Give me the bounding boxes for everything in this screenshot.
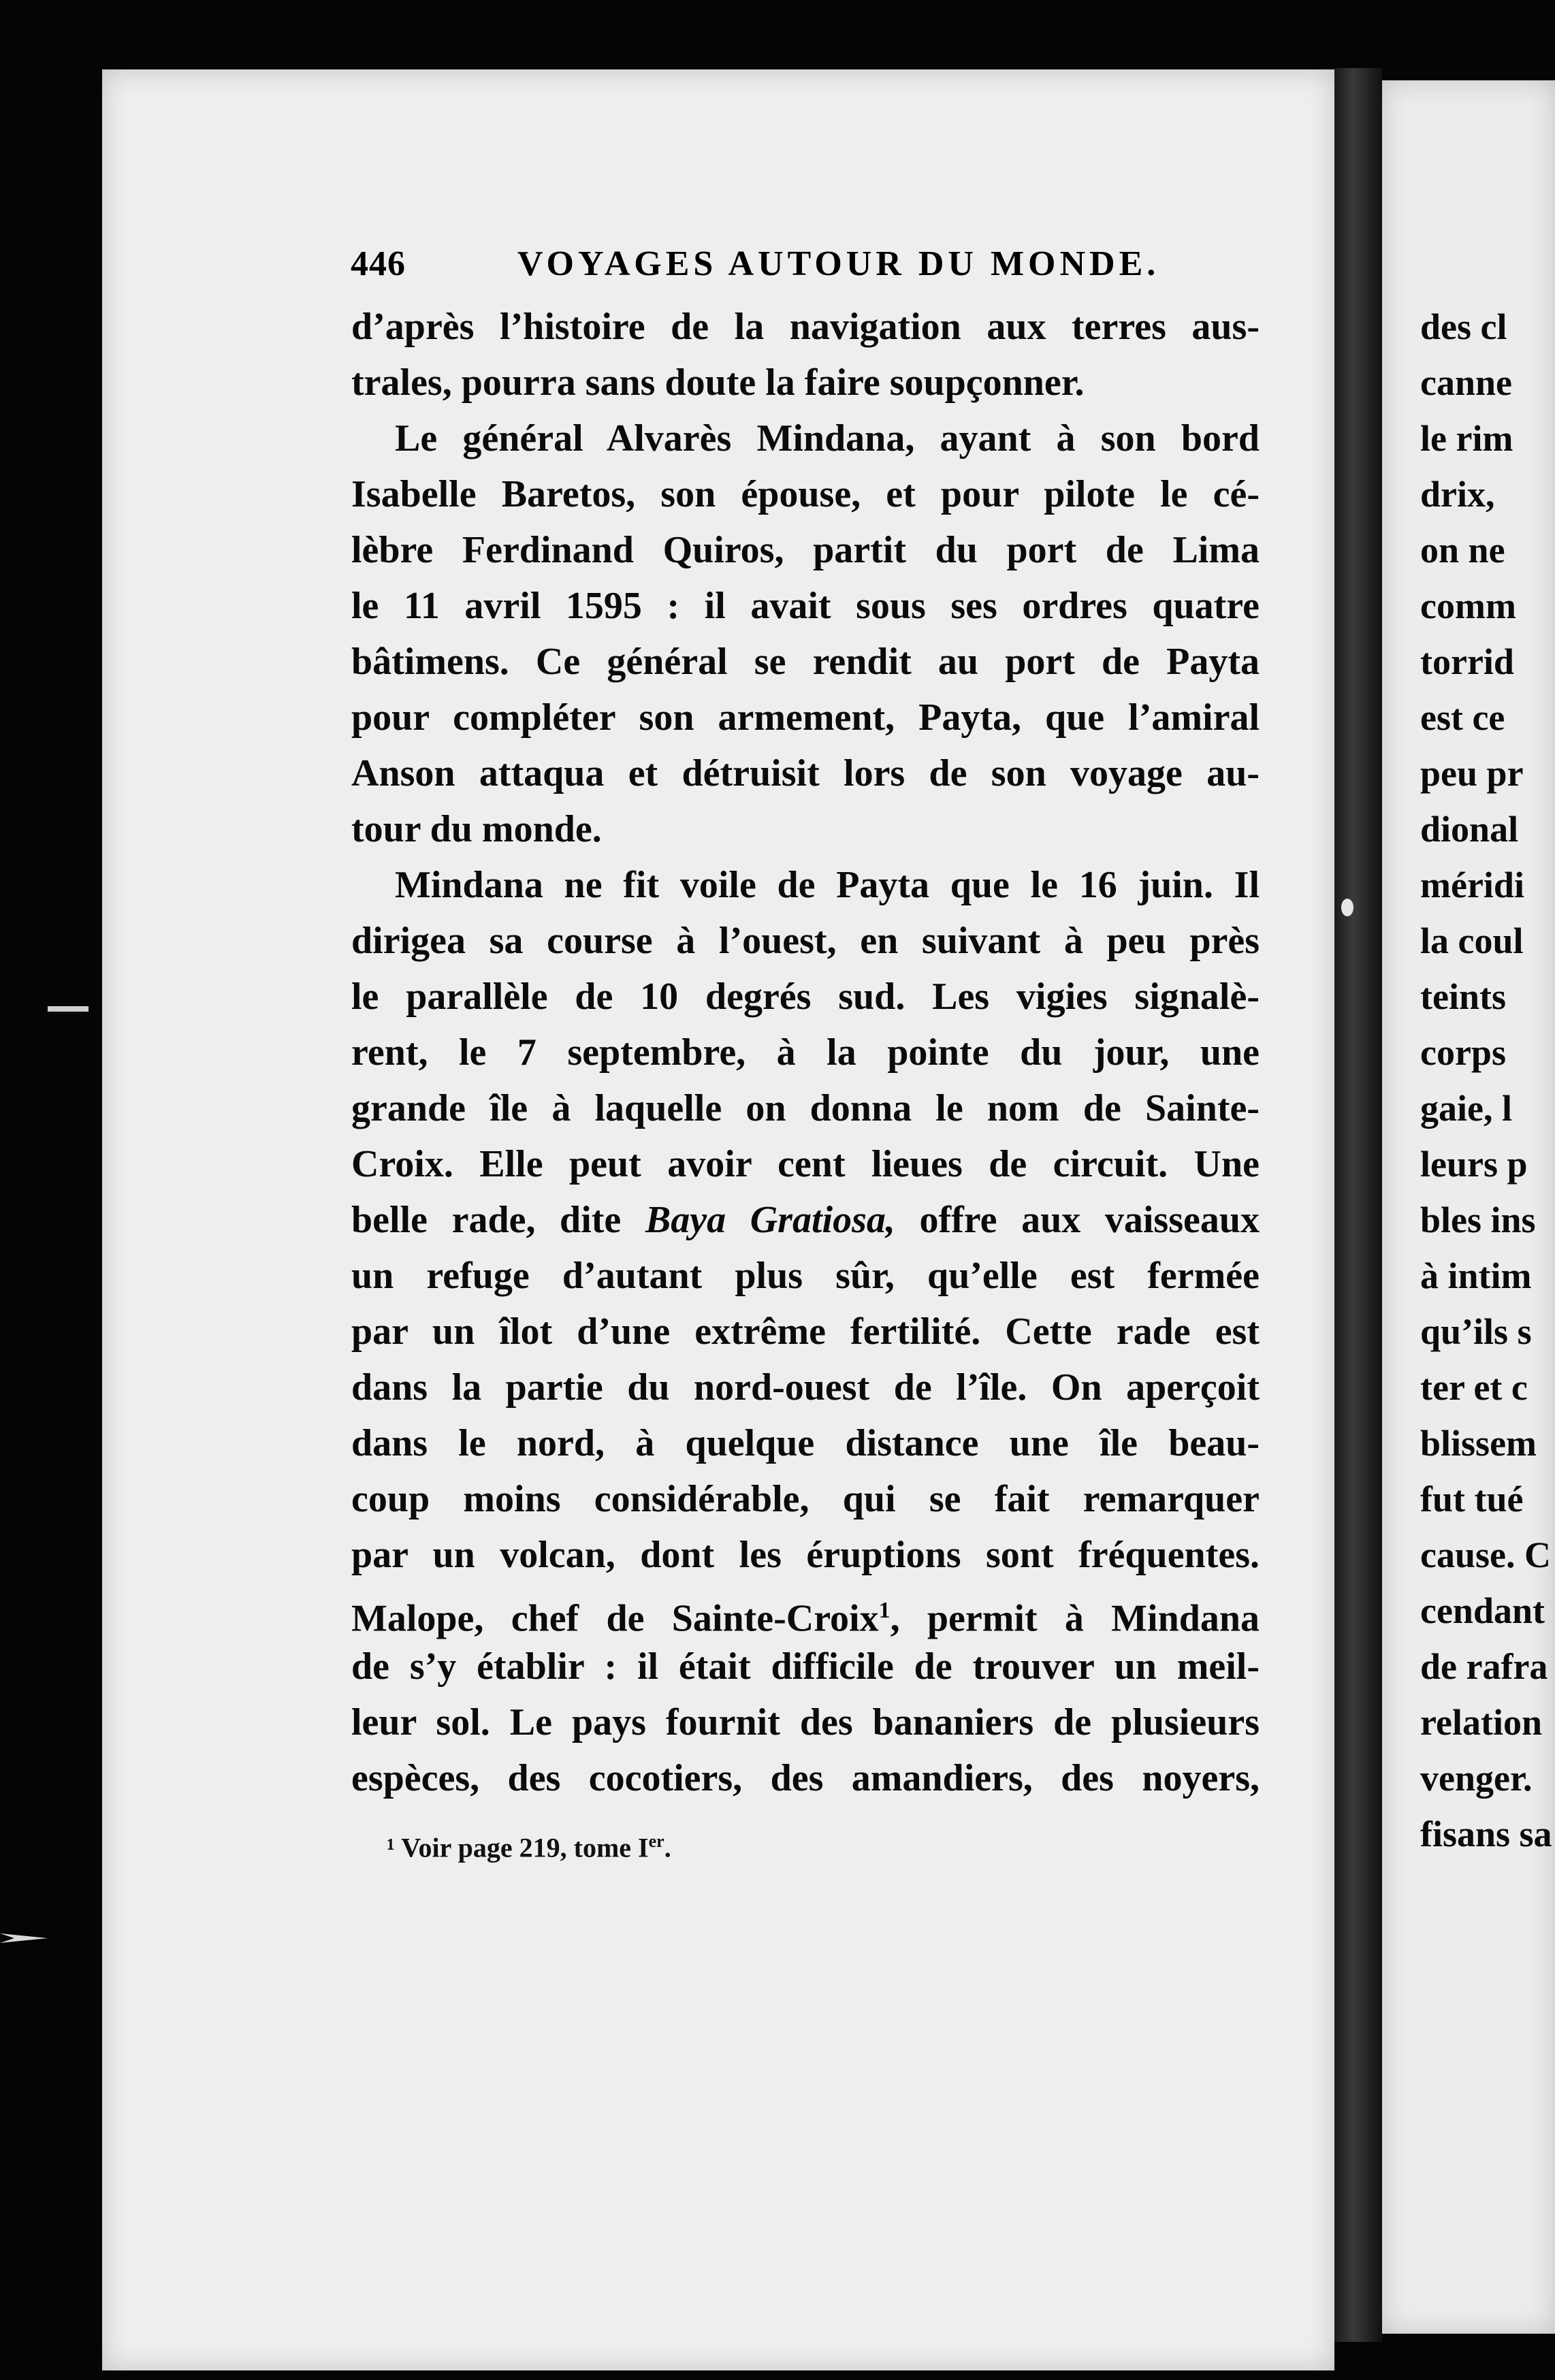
footnote-superscript: er	[648, 1831, 664, 1851]
text-line: leur sol. Le pays fournit des bananiers de plusieurs	[351, 1701, 1260, 1743]
text-line: Mindana ne fit voile de Payta que le 16 juin. Il	[395, 864, 1260, 906]
right-text-line: ter et c	[1420, 1367, 1528, 1408]
right-text-line: le rim	[1420, 418, 1513, 459]
right-text-line: fisans sa	[1420, 1814, 1552, 1854]
text-line: Anson attaqua et détruisit lors de son voyage au-	[351, 752, 1260, 794]
italic-place-name: Baya Gratiosa,	[645, 1199, 895, 1241]
right-text-line: on ne	[1420, 530, 1505, 570]
text-line	[351, 1583, 1260, 1638]
running-head	[351, 244, 1263, 298]
right-text-line: bles ins	[1420, 1200, 1536, 1240]
right-text-line: des cl	[1420, 306, 1507, 347]
right-text-line: cendant	[1420, 1590, 1545, 1631]
text-line: dans la partie du nord-ouest de l’île. On aperçoit	[351, 1366, 1260, 1409]
text-segment: offre aux vaisseaux	[919, 1199, 1260, 1241]
text-line: dirigea sa course à l’ouest, en suivant à peu près	[351, 920, 1260, 962]
gutter-spot	[1341, 899, 1353, 916]
right-text-line: torrid	[1420, 641, 1514, 682]
text-line: Croix. Elle peut avoir cent lieues de circuit. Une	[351, 1143, 1260, 1185]
text-line: par un îlot d’une extrême fertilité. Cette rade est	[351, 1310, 1260, 1353]
text-line: tour du monde.	[351, 808, 602, 850]
edge-dash-mark	[48, 1006, 89, 1012]
right-text-line: dional	[1420, 809, 1519, 850]
text-line: d’après l’histoire de la navigation aux terres aus-	[351, 306, 1260, 348]
text-segment: belle rade, dite	[351, 1199, 622, 1241]
text-line: de s’y établir : il était difficile de trouver un meil-	[351, 1645, 1260, 1688]
text-line: rent, le 7 septembre, à la pointe du jour, une	[351, 1031, 1260, 1074]
text-line: le 11 avril 1595 : il avait sous ses ordres quatre	[351, 585, 1260, 627]
right-text-line: teints	[1420, 976, 1506, 1017]
right-text-line: drix,	[1420, 474, 1495, 515]
right-text-line: à intim	[1420, 1255, 1532, 1296]
page-number: 446	[351, 244, 406, 283]
footnote-reference: 1	[878, 1598, 891, 1623]
text-line: lèbre Ferdinand Quiros, partit du port de Lima	[351, 529, 1260, 571]
text-line: dans le nord, à quelque distance une île beau-	[351, 1422, 1260, 1464]
right-text-line: cause. C	[1420, 1534, 1551, 1575]
right-text-line: canne	[1420, 362, 1512, 403]
footnote-text: Voir page 219, tome I	[401, 1832, 649, 1863]
text-line: coup moins considérable, qui se fait remarquer	[351, 1478, 1260, 1520]
text-line: pour compléter son armement, Payta, que l’amiral	[351, 696, 1260, 739]
text-line: par un volcan, dont les éruptions sont fréquentes.	[351, 1534, 1260, 1576]
footnote-end: .	[664, 1832, 671, 1863]
footnote-marker: ¹	[387, 1832, 395, 1863]
right-text-line: peu pr	[1420, 753, 1524, 794]
right-text-line: comm	[1420, 585, 1516, 626]
right-text-line: la coul	[1420, 920, 1524, 961]
text-line: espèces, des cocotiers, des amandiers, des noyers,	[351, 1757, 1260, 1799]
book-gutter	[1334, 68, 1382, 2342]
text-line: Le général Alvarès Mindana, ayant à son bord	[395, 417, 1260, 460]
right-text-line: gaie, l	[1420, 1088, 1512, 1129]
text-line: le parallèle de 10 degrés sud. Les vigies signalè-	[351, 976, 1260, 1018]
right-text-line: de rafra	[1420, 1646, 1548, 1687]
right-text-line: venger.	[1420, 1758, 1533, 1799]
footnote	[387, 1831, 999, 1872]
text-line: bâtimens. Ce général se rendit au port de Payta	[351, 641, 1260, 683]
right-text-line: relation	[1420, 1702, 1542, 1743]
text-segment: , permit à Mindana	[890, 1597, 1260, 1640]
text-line: trales, pourra sans doute la faire soupçonner.	[351, 361, 1085, 404]
right-text-line: est ce	[1420, 697, 1505, 738]
text-line: Isabelle Baretos, son épouse, et pour pilote le cé-	[351, 473, 1260, 515]
text-line: grande île à laquelle on donna le nom de Sainte-	[351, 1087, 1260, 1129]
text-line	[351, 1193, 1260, 1247]
right-text-line: blissem	[1420, 1423, 1537, 1464]
running-title: VOYAGES AUTOUR DU MONDE.	[517, 244, 1160, 283]
right-text-line: corps	[1420, 1032, 1506, 1073]
text-segment: Malope, chef de Sainte-Croix	[351, 1597, 879, 1640]
right-text-line: qu’ils s	[1420, 1311, 1532, 1352]
edge-arrow-icon	[0, 1933, 48, 1943]
right-text-line: leurs p	[1420, 1144, 1528, 1185]
right-text-line: fut tué	[1420, 1479, 1524, 1519]
right-text-line: méridi	[1420, 865, 1524, 905]
text-line: un refuge d’autant plus sûr, qu’elle est fermée	[351, 1255, 1260, 1297]
